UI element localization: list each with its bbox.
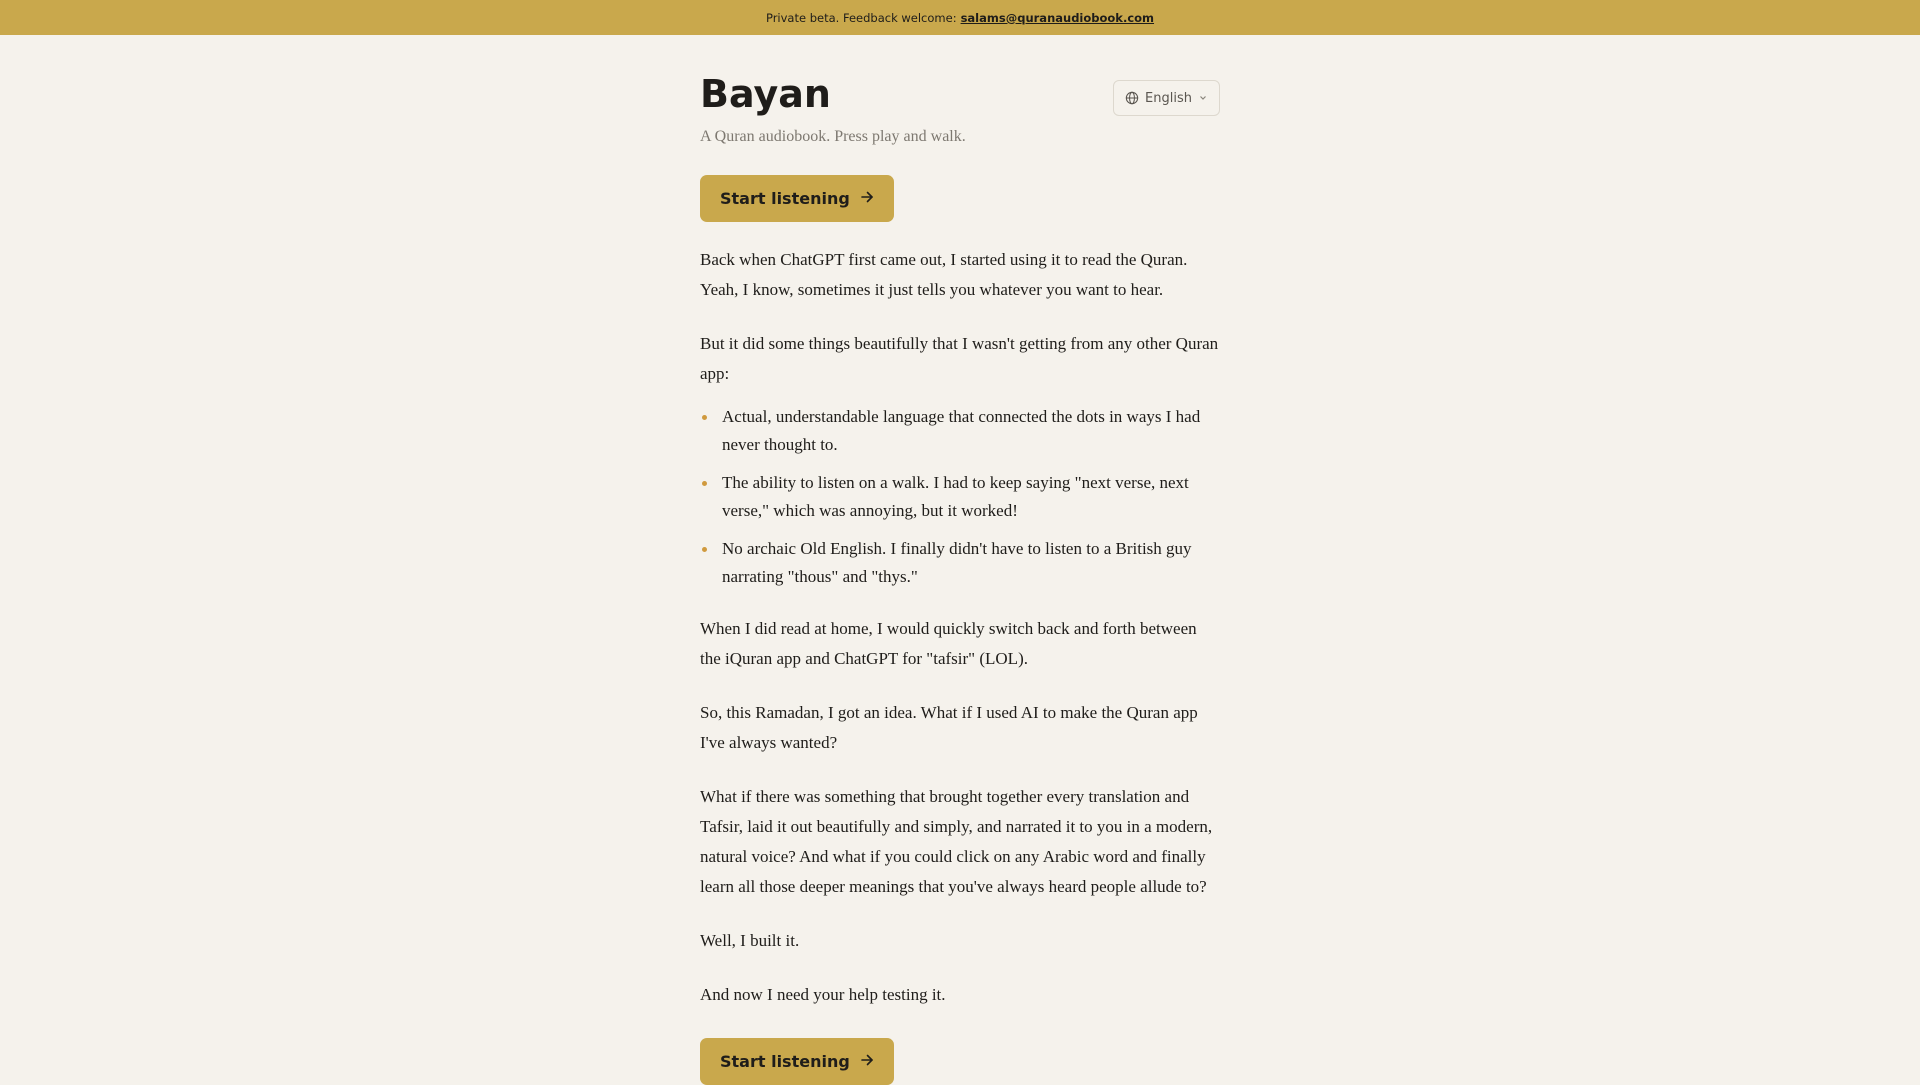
story-paragraph: When I did read at home, I would quickly switch back and forth between the iQuran app and ChatGPT for "tafsir" (LOL). [700,619,1197,668]
bullet-dot [702,547,707,552]
chevron-down-icon [1198,93,1208,103]
list-item-text: Actual, understandable language that connected the dots in ways I had never thought to. [722,407,1201,454]
story-body [700,245,1220,1034]
story-paragraph: So, this Ramadan, I got an idea. What if I used AI to make the Quran app I've always wanted? [700,703,1198,752]
list-item-text: No archaic Old English. I finally didn't have to listen to a British guy narrating "thous" and "thys." [722,539,1192,586]
bullet-dot [702,481,707,486]
arrow-right-icon [860,189,874,208]
story-paragraph: Back when ChatGPT first came out, I started using it to read the Quran. Yeah, I know, sometimes it just tells you whatever you want to hear. [700,250,1188,299]
globe-icon [1125,91,1139,105]
list-item-text: The ability to listen on a walk. I had to keep saying "next verse, next verse," which was annoying, but it worked! [722,473,1189,520]
language-select-value: English [1145,90,1192,106]
features-list [700,403,1220,591]
list-item [700,535,1220,591]
main-content [700,35,1220,1071]
list-item [700,469,1220,525]
story-paragraph: Well, I built it. [700,931,800,950]
bullet-dot [702,415,707,420]
page-subtitle: A Quran audiobook. Press play and walk. [700,128,966,145]
feedback-email-link[interactable]: salams@quranaudiobook.com [960,10,1155,25]
list-item [700,403,1220,459]
story-paragraph: What if there was something that brought together every translation and Tafsir, laid it out beautifully and simply, and narrated it to you in a modern, natural voice? And what if you could click on any Arabic word and finally learn all those deeper meanings that you've always heard people allude to? [700,787,1213,896]
story-paragraph: And now I need your help testing it. [700,985,946,1004]
arrow-right-icon [860,1052,874,1071]
start-listening-label: Start listening [720,1052,850,1071]
start-listening-button-bottom[interactable] [700,1038,894,1085]
start-listening-button[interactable] [700,175,894,222]
page-header [700,35,1220,119]
beta-banner-text: Private beta. Feedback welcome: [765,10,957,25]
start-listening-label: Start listening [720,189,850,208]
story-paragraph: But it did some things beautifully that I wasn't getting from any other Quran app: [700,334,1219,383]
page-title: Bayan [700,72,831,116]
beta-banner [0,0,1920,35]
language-select[interactable] [1113,80,1220,116]
